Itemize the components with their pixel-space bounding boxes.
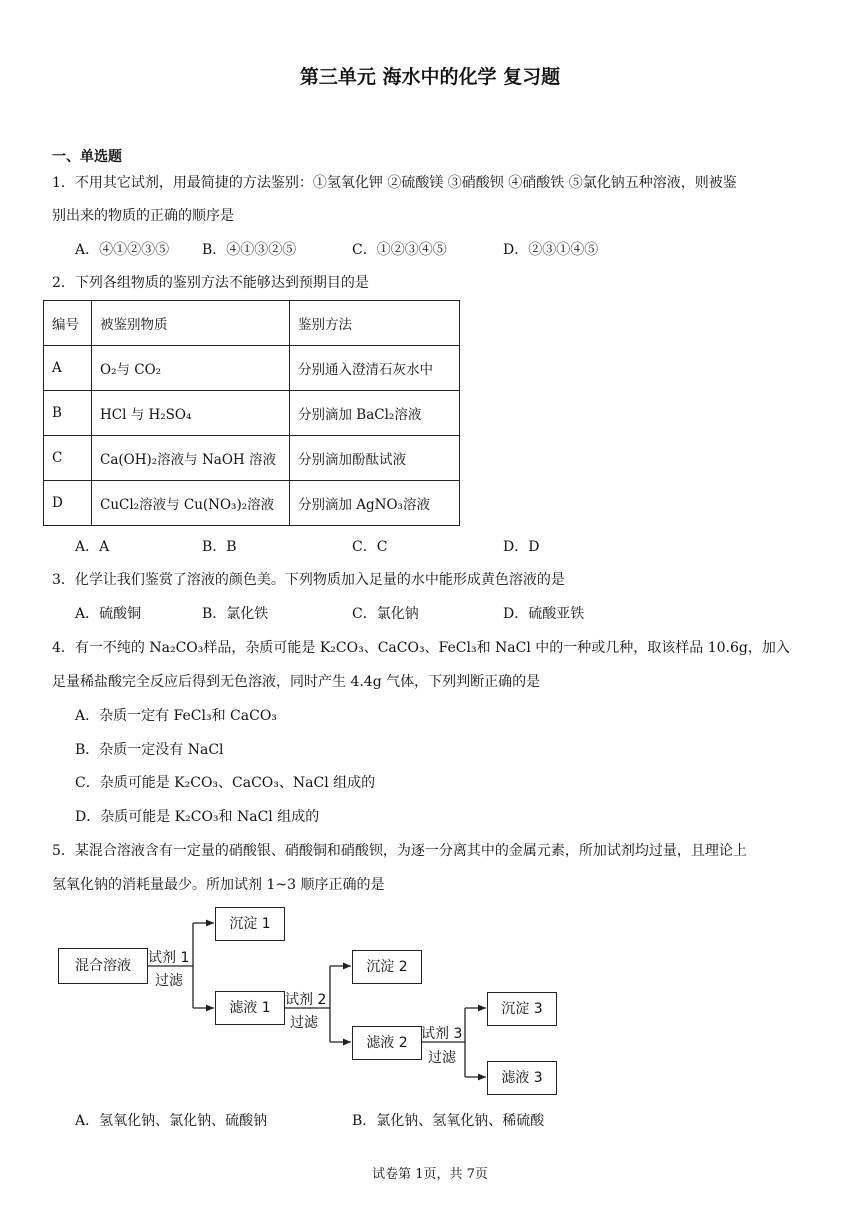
table-cell-method: 分别滴加 AgNO₃溶液 [290,481,460,526]
q3-option-b: B．氯化铁 [202,606,269,622]
table-cell-substance: CuCl₂溶液与 Cu(NO₃)₂溶液 [92,481,290,526]
filter-label: 过滤 [290,1015,318,1031]
question-5-line-2: 氢氧化钠的消耗量最少。所加试剂 1~3 顺序正确的是 [52,877,385,893]
q2-option-d: D．D [503,539,540,555]
table-header-cell: 鉴别方法 [290,301,460,346]
question-4-line-1: 4．有一不纯的 Na₂CO₃样品，杂质可能是 K₂CO₃、CaCO₃、FeCl₃和 NaCl 中的一种或几种，取该样品 10.6g，加入 [52,640,790,656]
q2-option-c: C．C [352,539,388,555]
question-2-stem: 2．下列各组物质的鉴别方法不能够达到预期目的是 [52,275,369,291]
table-cell-id: B [44,391,92,436]
filter-label: 过滤 [155,973,183,989]
page-footer: 试卷第 1页，共 7页 [372,1167,488,1182]
q4-option-b: B．杂质一定没有 NaCl [75,742,224,758]
q5-option-b: B．氯化钠、氢氧化钠、稀硫酸 [352,1113,545,1129]
q1-option-b: B．④①③②⑤ [202,242,297,258]
precipitate-1-box: 沉淀 1 [215,907,285,941]
question-3-stem: 3．化学让我们鉴赏了溶液的颜色美。下列物质加入足量的水中能形成黄色溶液的是 [52,572,565,588]
precipitate-3-box: 沉淀 3 [487,992,557,1026]
table-cell-substance: Ca(OH)₂溶液与 NaOH 溶液 [92,436,290,481]
question-1-line-2: 别出来的物质的正确的顺序是 [52,208,234,224]
mixed-solution-box: 混合溶液 [58,948,148,984]
question-4-line-2: 足量稀盐酸完全反应后得到无色溶液，同时产生 4.4g 气体，下列判断正确的是 [52,674,541,690]
q4-option-c: C．杂质可能是 K₂CO₃、CaCO₃、NaCl 组成的 [75,775,376,791]
table-cell-id: A [44,346,92,391]
q3-option-a: A．硫酸铜 [75,606,142,622]
q1-option-d: D．②③①④⑤ [503,242,599,258]
q1-option-a: A．④①②③⑤ [75,242,170,258]
question-5-line-1: 5．某混合溶液含有一定量的硝酸银、硝酸铜和硝酸钡，为逐一分离其中的金属元素，所加试剂均过量，且理论上 [52,843,747,859]
table-header-cell: 编号 [44,301,92,346]
table-cell-id: D [44,481,92,526]
reagent-1-label: 试剂 1 [148,950,190,966]
table-cell-method: 分别滴加酚酞试液 [290,436,460,481]
q3-option-c: C．氯化钠 [352,606,419,622]
reagent-2-label: 试剂 2 [285,992,327,1008]
q2-option-b: B．B [202,539,237,555]
filter-label: 过滤 [428,1050,456,1066]
q1-option-c: C．①②③④⑤ [352,242,447,258]
table-cell-substance: O₂与 CO₂ [92,346,290,391]
table-header-cell: 被鉴别物质 [92,301,290,346]
precipitate-2-box: 沉淀 2 [352,950,422,984]
table-cell-id: C [44,436,92,481]
page-title: 第三单元 海水中的化学 复习题 [299,66,561,88]
q5-option-a: A．氢氧化钠、氯化钠、硫酸钠 [75,1113,268,1129]
q4-option-a: A．杂质一定有 FeCl₃和 CaCO₃ [75,708,277,724]
filtrate-3-box: 滤液 3 [487,1061,557,1095]
question-1-line-1: 1．不用其它试剂，用最简捷的方法鉴别：①氢氧化钾 ②硫酸镁 ③硝酸钡 ④硝酸铁 ⑤氯化钠五种溶液，则被鉴 [52,175,737,191]
reagent-3-label: 试剂 3 [421,1026,463,1042]
filtrate-1-box: 滤液 1 [215,991,285,1025]
table-cell-substance: HCl 与 H₂SO₄ [92,391,290,436]
filtrate-2-box: 滤液 2 [352,1026,422,1060]
q3-option-d: D．硫酸亚铁 [503,606,585,622]
table-cell-method: 分别通入澄清石灰水中 [290,346,460,391]
table-cell-method: 分别滴加 BaCl₂溶液 [290,391,460,436]
q4-option-d: D．杂质可能是 K₂CO₃和 NaCl 组成的 [75,809,320,825]
q2-option-a: A．A [75,539,110,555]
section-heading: 一、单选题 [52,149,122,165]
